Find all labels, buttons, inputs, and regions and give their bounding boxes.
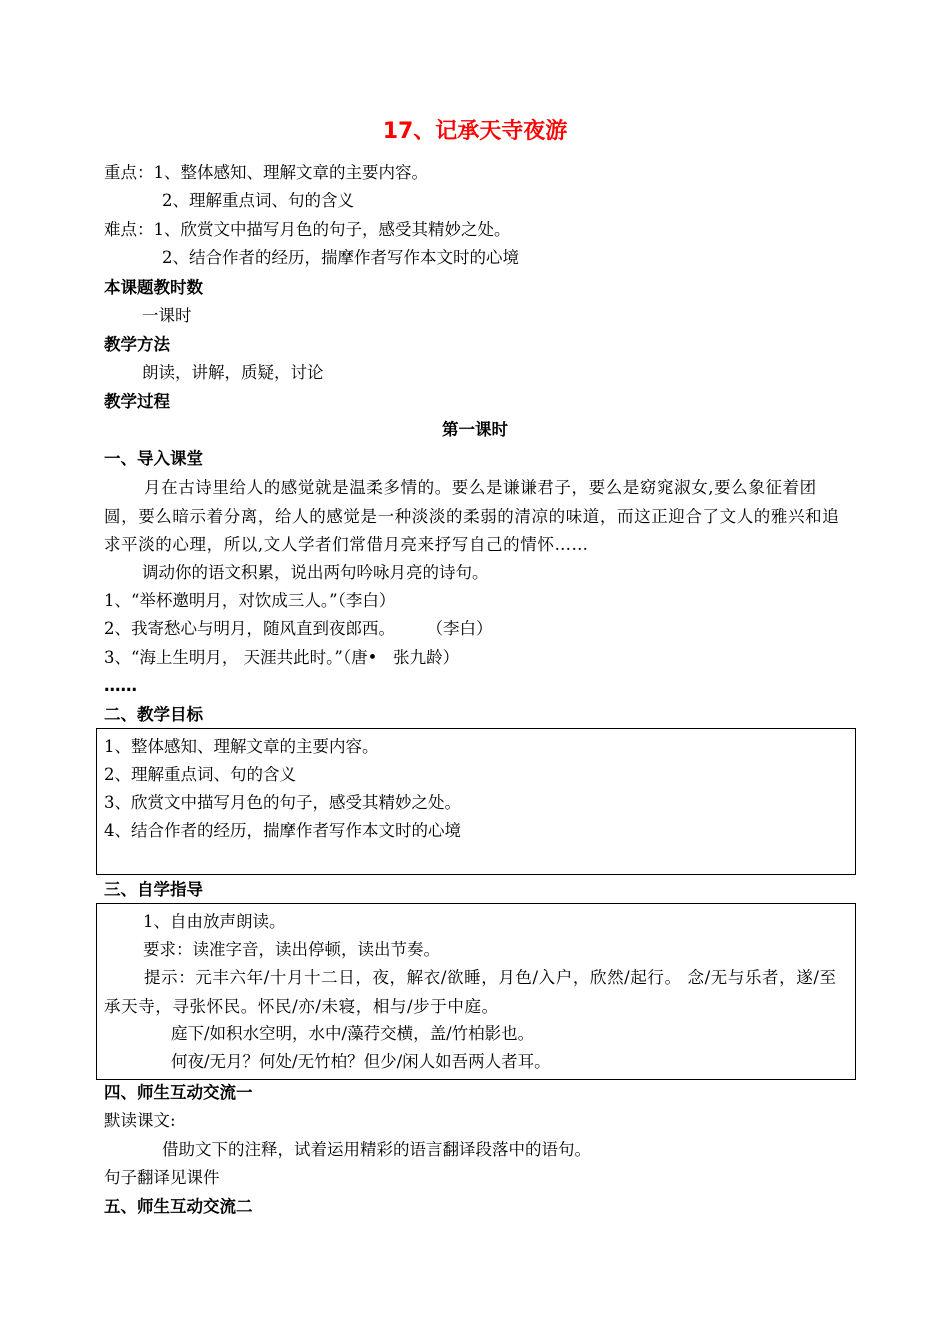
silent-read: 默读课文: bbox=[104, 1111, 176, 1130]
difficulty-label: 难点： bbox=[104, 220, 154, 239]
translation-task: 借助文下的注释，试着运用精彩的语言翻译段落中的语句。 bbox=[162, 1140, 591, 1159]
hours-value: 一课时 bbox=[142, 306, 192, 325]
objective-3: 3、欣赏文中描写月色的句子，感受其精妙之处。 bbox=[104, 793, 461, 812]
study-line-3: 何夜/无月？何处/无竹柏？但少/闲人如吾两人者耳。 bbox=[171, 1052, 551, 1071]
focus-item-1: 1、整体感知、理解文章的主要内容。 bbox=[153, 163, 428, 182]
objective-1: 1、整体感知、理解文章的主要内容。 bbox=[104, 737, 379, 756]
study-step: 1、自由放声朗读。 bbox=[143, 912, 286, 931]
process-heading: 教学过程 bbox=[104, 392, 170, 411]
section1-heading: 一、导入课堂 bbox=[104, 449, 203, 468]
section2-heading: 二、教学目标 bbox=[104, 705, 203, 724]
recall-prompt: 调动你的语文积累，说出两句吟咏月亮的诗句。 bbox=[142, 563, 489, 582]
ellipsis: …… bbox=[104, 676, 137, 695]
page-title: 17、记承天寺夜游 bbox=[382, 119, 568, 144]
method-value: 朗读，讲解，质疑，讨论 bbox=[142, 363, 324, 382]
section4-heading: 四、师生互动交流一 bbox=[104, 1083, 253, 1102]
lesson-heading: 第一课时 bbox=[442, 420, 508, 439]
difficulty-item-1: 1、欣赏文中描写月色的句子，感受其精妙之处。 bbox=[153, 220, 511, 239]
poem-1: 1、“举杯邀明月，对饮成三人。”（李白） bbox=[104, 591, 396, 610]
section3-heading: 三、自学指导 bbox=[104, 880, 203, 899]
method-heading: 教学方法 bbox=[104, 335, 170, 354]
difficulty-item-2: 2、结合作者的经历，揣摩作者写作本文时的心境 bbox=[162, 248, 519, 267]
study-hint: 提示：元丰六年/十月十二日，夜，解衣/欲睡，月色/入户，欣然/起行。 念/无与乐者，遂/至承天寺，寻张怀民。怀民/亦/未寝，相与/步于中庭。 bbox=[104, 968, 837, 1016]
self-study-box bbox=[96, 903, 856, 1080]
intro-paragraph: 月在古诗里给人的感觉就是温柔多情的。要么是谦谦君子，要么是窈窕淑女,要么象征着团圆，要么暗示着分离，给人的感觉是一种淡淡的柔弱的清凉的味道，而这正迎合了文人的雅兴和追求平淡的心理，所以,文人学者们常借月亮来抒写自己的情怀…… bbox=[104, 478, 840, 554]
hours-heading: 本课题教时数 bbox=[104, 278, 203, 297]
poem-3: 3、“海上生明月， 天涯共此时。”（唐• 张九龄） bbox=[104, 648, 460, 667]
focus-item-2: 2、理解重点词、句的含义 bbox=[162, 191, 354, 210]
poem-2: 2、我寄愁心与明月，随风直到夜郎西。 （李白） bbox=[104, 619, 493, 638]
difficulty-row bbox=[104, 218, 511, 242]
focus-row bbox=[104, 161, 428, 185]
study-line-2: 庭下/如积水空明，水中/藻荇交横，盖/竹柏影也。 bbox=[171, 1024, 535, 1043]
objective-4: 4、结合作者的经历，揣摩作者写作本文时的心境 bbox=[104, 821, 461, 840]
objectives-box bbox=[96, 728, 856, 875]
section5-heading: 五、师生互动交流二 bbox=[104, 1197, 253, 1216]
focus-label: 重点： bbox=[104, 163, 154, 182]
objective-2: 2、理解重点词、句的含义 bbox=[104, 765, 296, 784]
study-requirement: 要求：读准字音，读出停顿，读出节奏。 bbox=[143, 940, 440, 959]
translation-note: 句子翻译见课件 bbox=[104, 1168, 220, 1187]
